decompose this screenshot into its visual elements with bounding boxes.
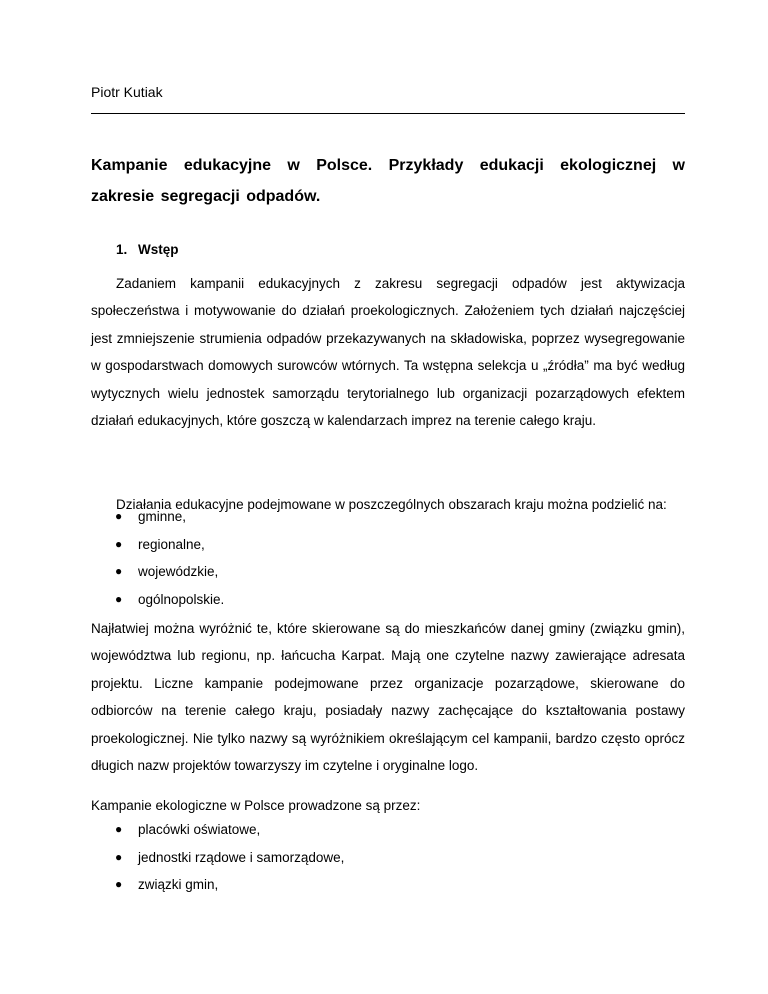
bullet-list-scope	[91, 503, 685, 613]
list-item: ● ogólnopolskie.	[91, 586, 685, 614]
section-heading-text: Wstęp	[138, 242, 179, 257]
bullet-icon: ●	[115, 536, 123, 551]
list-item: ● regionalne,	[91, 531, 685, 559]
list-item: ● jednostki rządowe i samorządowe,	[91, 844, 685, 872]
header-divider	[91, 113, 685, 114]
document-title: Kampanie edukacyjne w Polsce. Przykłady edukacji ekologicznej w zakresie segregacji odpadów.	[91, 157, 685, 205]
bullet-icon: ●	[115, 564, 123, 579]
bullet-icon: ●	[115, 849, 123, 864]
bullet-icon: ●	[115, 509, 123, 523]
list-item: ● wojewódzkie,	[91, 558, 685, 586]
section-number: 1.	[116, 242, 128, 257]
paragraph-conducted-by: Kampanie ekologiczne w Polsce prowadzone są przez:	[91, 797, 421, 813]
bullet-icon: ●	[115, 877, 123, 892]
author-name: Piotr Kutiak	[91, 84, 163, 100]
list-item: ● gminne,	[91, 503, 685, 531]
bullet-list-organizers	[91, 816, 685, 899]
bullet-icon: ●	[115, 591, 123, 606]
paragraph-division: Działania edukacyjne podejmowane w poszczególnych obszarach kraju można podzielić na:	[116, 496, 667, 512]
list-item: ● placówki oświatowe,	[91, 816, 685, 844]
section-heading	[116, 242, 179, 257]
list-item: ● związki gmin,	[91, 871, 685, 899]
paragraph-campaign-names: Najłatwiej można wyróżnić te, które skierowane są do mieszkańców danej gminy (związku gmin), województwa lub regionu, np. łańcucha Karpat. Mają one czytelne nazwy zawierające adresata projektu. Liczne kampanie podejmowane przez organizacje pozarządowe, skierowane do odbiorców na terenie całego kraju, posiadały nazwy zachęcające do kształtowania postawy proekologicznej. Nie tylko nazwy są wyróżnikiem określającym cel kampanii, bardzo często oprócz długich nazw projektów towarzyszy im czytelne i oryginalne logo.	[91, 620, 685, 774]
paragraph-intro: Zadaniem kampanii edukacyjnych z zakresu segregacji odpadów jest aktywizacja społeczeństwa i motywowanie do działań proekologicznych. Założeniem tych działań najczęściej jest zmniejszenie strumienia odpadów przekazywanych na składowiska, poprzez wysegregowanie w gospodarstwach domowych surowców wtórnych. Ta wstępna selekcja u „źródła” ma być według wytycznych wielu jednostek samorządu terytorialnego lub organizacji pozarządowych efektem działań edukacyjnych, które goszczą w kalendarzach imprez na terenie całego kraju.	[91, 275, 685, 429]
bullet-icon: ●	[115, 822, 123, 836]
